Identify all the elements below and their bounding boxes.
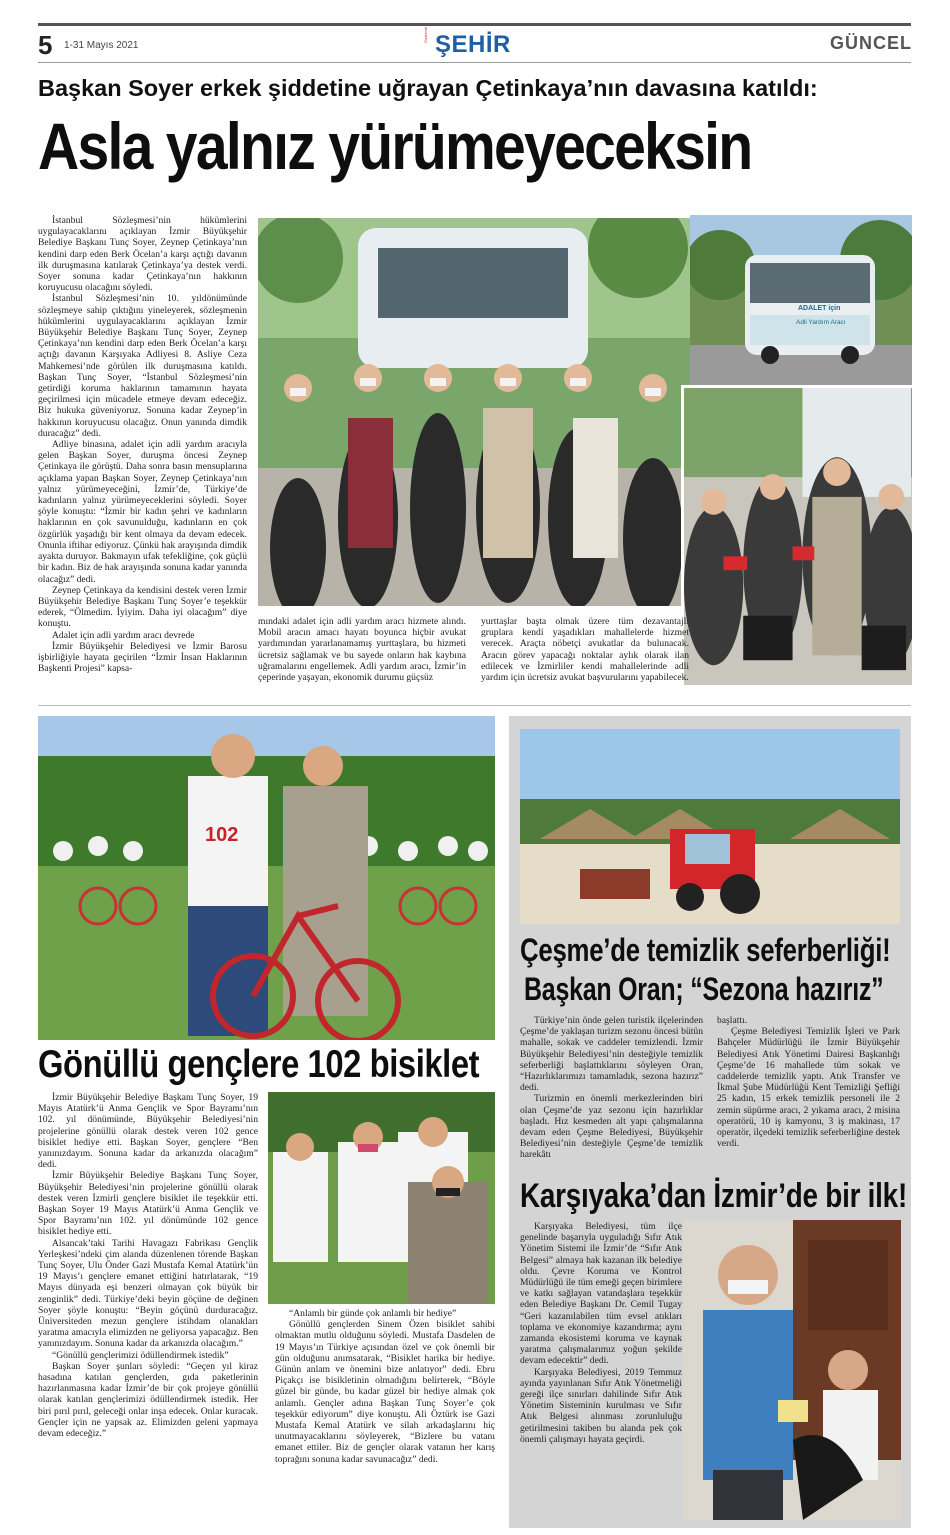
article1-paragraph: Adliye binasına, adalet için adli yardım aracıyla gelen Başkan Soyer, duruşma öncesi Zeynep Çetinkaya ile görüştü. Daha sonra basın mensuplarına açıklama yapan Başkan Soyer, Zeynep Çetinkaya’nın yalnız yürümeyeceğini, İzmir’de, Türkiye’de kadınların yalnız yürümeyeceklerini söyledi. Soyer şöyle konuştu: “İzmir bir kadın şehri ve kadınların haklarının en çok savunulduğu, kadınların en çok özgürlük yaşadığı bir kent olmaya da devam edecek. Onunla iftihar ediyoruz. Çünkü hak arayışında dimdik ayakta duruyor. Bakmayın ufak tefekliğine, çok güçlü bir kadın. Biz de hak arayışında sonuna kadar yanında olacağız” dedi.: [38, 439, 247, 585]
article2-paragraph: Başkan Soyer şunları söyledi: “Geçen yıl kiraz hasadına katılan gençlerden, gıda paketlerinin hazırlanmasına kadar İzmir’de bir çok projeye gönüllü olarak katılan gençlerimizi ödüllendirmek istedik. Her biri pırıl pırıl, geleceği onlar inşa edecek. Onlar kuracak. Gençler için ne yapsak az. Elimizden geleni yapmaya devam edeceğiz.”: [38, 1360, 258, 1440]
article1-subheading: Adalet için adli yardım aracı devrede: [52, 629, 195, 641]
photo-young-volunteers: [268, 1092, 495, 1304]
article2-paragraph: Alsancak’taki Tarihi Havagazı Fabrikası Gençlik Yerleşkesi’ndeki çim alanda düzenlenen törende Başkan Tunç Soyer, Ulu Önder Gazi Mustafa Kemal Atatürk’ün 19 Mayıs’ı gençlere emanet ettiğini hatırlatarak, “19 Mayıs dünyada eşi benzeri olmayan çok büyük bir zenginlik” dedi. Türkiye’deki beyin göçüne de değinen Soyer şöyle konuştu: “Beyin göçünü durduracağız. Üniversiteden mezun gençlere istihdam olanakları yaratma amacıyla elimizden ne geliyorsa yapacağız. Ben yanınızdayım. Sonuna kadar da arkanızda olacağım.”: [38, 1237, 258, 1350]
article1-column-2: mındaki adalet için adli yardım aracı hizmete alındı. Mobil aracın amacı hayatı boyunca hiçbir avukat yardımından yararlanamamış yurttaşlara, bu hizmeti ücretsiz sağlamak ve bu sayede onların hak kaybına uğramalarını engellemek. Adli yardım aracı, İzmir’in çeperinde yaşayan, ekonomik durumu güçsüz: [258, 616, 466, 684]
shirt-number: 102: [205, 824, 239, 846]
masthead-logo: [423, 26, 535, 59]
article1-paragraph: Zeynep Çetinkaya da kendisini destek veren İzmir Büyükşehir Belediye Başkanı Tunç Soyer’e teşekkür ederek, “Ölmedim. İyiyim. Daha iyi olacağım” diye konuştu.: [38, 584, 247, 630]
article2-subheading: “Anlamlı bir günde çok anlamlı bir hediye”: [289, 1308, 457, 1319]
article1-paragraph: İzmir Büyükşehir Belediyesi ve İzmir Barosu işbirliğiyle hayata geçirilen “İzmir İnsan Haklarının Başkenti Projesi” kapsa-: [38, 640, 247, 675]
article2-column-2: [275, 1308, 495, 1523]
section-label: GÜNCEL: [830, 33, 912, 53]
article4-text: [520, 1221, 682, 1521]
article3-paragraph: Türkiye’nin önde gelen turistik ilçelerinden Çeşme’de yaklaşan turizm sezonu öncesi bütün mahalle, sokak ve caddeler temizlendi. İzmir Büyükşehir Belediyesi’nin desteğiyle temizlik seferberliği başlattıklarını söyleyen Oran, “Hazırlıklarımızı tamamladık, sezona hazırız” dedi.: [520, 1015, 703, 1094]
header-top-rule: [38, 23, 911, 26]
logo-wordmark: ŞEHİR: [435, 31, 511, 58]
photo-press-statement: [258, 218, 690, 606]
article2-subheading: “Gönüllü gençlerimizi ödüllendirmek istedik”: [52, 1349, 229, 1361]
article1-kicker: Başkan Soyer erkek şiddetine uğrayan Çetinkaya’nın davasına katıldı:: [38, 75, 818, 101]
section-divider: [38, 705, 911, 706]
article3-paragraph: başlattı.: [717, 1015, 748, 1026]
bus-sign-line1: ADALET için: [798, 305, 841, 312]
article3-column-1: [520, 1015, 703, 1175]
bus-sign-line2: Adli Yardım Aracı: [796, 319, 846, 326]
article1-column-1: [38, 215, 247, 695]
photo-bicycle-ceremony: [38, 716, 495, 1040]
article1-paragraph: İstanbul Sözleşmesi’nin hükümlerini uygulayacaklarını açıklayan İzmir Büyükşehir Belediye Başkanı Tunç Soyer, Zeynep Çetinkaya’nın kendini darp eden Berk Öcelan’a karşı açtığı davanın ilk duruşmasına katılarak Çetinkaya’ya destek verdi. Soyer sonuna kadar Çetinkaya’nın hakkının koruyucusu olacağını söyledi.: [38, 215, 247, 294]
article1-headline: Asla yalnız yürümeyeceksin: [38, 109, 752, 183]
photo-reporters: [681, 385, 912, 685]
photo-legal-aid-bus: [690, 215, 912, 385]
photo-beach-tractor: [520, 729, 900, 924]
article2-paragraph: İzmir Büyükşehir Belediye Başkanı Tunç Soyer, 19 Mayıs Atatürk’ü Anma Gençlik ve Spor Bayramı’nın 102. yıl dönümünde, Büyükşehir Belediyesi’nin projelerine gönüllü olarak destek veren 102 gence bisiklet hediye etti. Başkan Soyer, gençlere “Ben yanınızdayım. Sonuna kadar da arkanızda olacağım” dedi.: [38, 1092, 258, 1171]
logo-small-text: Gaziemir: [423, 26, 428, 43]
article3-paragraph: Çeşme Belediyesi Temizlik İşleri ve Park Bahçeler Müdürlüğü ile İzmir Büyükşehir Belediyesi Atık Yönetimi Dairesi Başkanlığı Çeşme’de 16 mahallede tüm sokak ve caddelerde temizlik yaptı. Atık Transfer ve İkmal Şube Müdürlüğü Kent Temizliği Şefliği 25 kadın, 15 erkek temizlik personeli ile 2 zemin süpürme aracı, 2 yıkama aracı, 2 misina operatörü, 10 iş kamyonu, 3 iş makinası, 17 operatör, ilçedeki temizlik seferberliğine destek verdi.: [717, 1026, 900, 1150]
issue-date: 1-31 Mayıs 2021: [64, 40, 139, 51]
article1-paragraph: İstanbul Sözleşmesi’nin 10. yıldönümünde sözleşmeye sahip çıktığını yineleyerek, sözleşmenin hükümlerini uygulayacaklarını açıklayan İzmir Büyükşehir Belediye Başkanı Tunç Soyer, Zeynep Çetinkaya’nın kendini darp eden Berk Öcelan’a karşı açtığı davanın Karşıyaka Adliyesi 8. Asliye Ceza Mahkemesi’nde görülen ilk duruşmasına katıldı. Başkan Tunç Soyer, “İstanbul Sözleşmesi’nin getirdiği koruma haklarının tamamının hayata geçirilmesi için mücadele etmeye devam edeceğiz. Biz hukuka güveniyoruz. Sonuna kadar Zeynep’in hakkının koruyucusu olacağız. Onun yanında dimdik duracağız” dedi.: [38, 293, 247, 439]
article3-headline-line1: Çeşme’de temizlik seferberliği!: [520, 932, 891, 968]
article3-paragraph: Turizmin en önemli merkezlerinden biri olan Çeşme’de yaz sezonu için hazırlıklar başladı. Hız kesmeden alt yapı çalışmalarına devam eden Çeşme Belediyesi, Büyükşehir Belediyesi’nin desteğiyle Çeşme’de temizlik harekâtı: [520, 1093, 703, 1161]
page-number: 5: [38, 30, 53, 60]
article3-column-2: [717, 1015, 900, 1175]
article4-paragraph: Karşıyaka Belediyesi, tüm ilçe genelinde başarıyla uyguladığı Sıfır Atık Yönetim Sistemi ile İzmir’de “Sıfır Atık Belgesi” almaya hak kazanan ilk belediye oldu. Çevre Koruma ve Kontrol Müdürlüğü ile tüm emeği geçen birimlere ve katkı sağlayan vatandaşlara teşekkür eden Belediye Başkanı Dr. Cemil Tugay “Geri kazanılabilen tüm evsel atıkları toplama ve ekonomiye kazandırma; aynı zamanda ekosistemi koruma ve kaynak yaratma çalışmalarımız yoğun şekilde devam edecektir” dedi.: [520, 1221, 682, 1367]
article2-paragraph: Gönüllü gençlerden Sinem Özen bisiklet sahibi olmaktan mutlu olduğunu söyledi. Mustafa Dasdelen de 19 Mayıs’ın Türkiye açısından özel ve çok önemli bir gün olduğunu anımsatarak, “Bisiklet harika bir hediye. Günün anlam ve önemini bize anlatıyor” dedi. Ebru Piçakçı ise bisikletinin olmadığını belirterek, “Böyle güzel bir günde, bu kadar güzel bir hediye almak çok anlamlı. Gençler adına Başkan Tunç Soyer’e çok teşekkür ediyorum” diye konuştu. Ali Öztürk ise Gazi Mustafa Kemal Atatürk ve silah arkadaşlarını hiç unutmayacaklarını söyleyerek, “Bizlere bu vatanı emanet ettiler. Biz de gençler olarak vatanın her karış toprağını sonuna kadar savunacağız” dedi.: [275, 1319, 495, 1465]
article2-paragraph: İzmir Büyükşehir Belediye Başkanı Tunç Soyer, Büyükşehir Belediyesi’nin projelerine gönüllü olarak destek veren İzmirli gençlere bisiklet ile teşekkür etti. Başkan Soyer 19 Mayıs Atatürk’ü Anma Gençlik ve Spor Bayramı’nın 102. yıl dönümünde 102 gence bisiklet hediye etti.: [38, 1170, 258, 1238]
article1-column-3: yurttaşlar başta olmak üzere tüm dezavantajlı gruplara kendi yaşadıkları mahallelerde hizmet verecek. Araçta nöbetçi avukatlar da bulunacak. Aracın görev yapacağı noktalar aylık olarak ilan edilecek ve İzmirliler kendi mahallelerinde adli yardım için ücretsiz avukat başvurularını yapabilecek.: [481, 616, 689, 684]
article3-headline-line2: Başkan Oran; “Sezona hazırız”: [524, 971, 884, 1007]
article4-paragraph: Karşıyaka Belediyesi, 2019 Temmuz ayında yayınlanan Sıfır Atık Yönetmeliği gereği ilçe sınırları dahilinde Sıfır Atık Yönetim Sisteminin kurulması ve Sıfır Atık Belgesi alınması zorunluluğu getirilmesini takiben bu alanda pek çok önemli çalışmayı hayata geçirdi.: [520, 1366, 682, 1445]
header-bottom-rule: [38, 62, 911, 63]
article4-headline: Karşıyaka’dan İzmir’de bir ilk!: [520, 1177, 907, 1215]
article2-headline: Gönüllü gençlere 102 bisiklet: [38, 1043, 480, 1086]
photo-waste-collection: [683, 1220, 901, 1520]
article2-column-1: [38, 1092, 258, 1522]
